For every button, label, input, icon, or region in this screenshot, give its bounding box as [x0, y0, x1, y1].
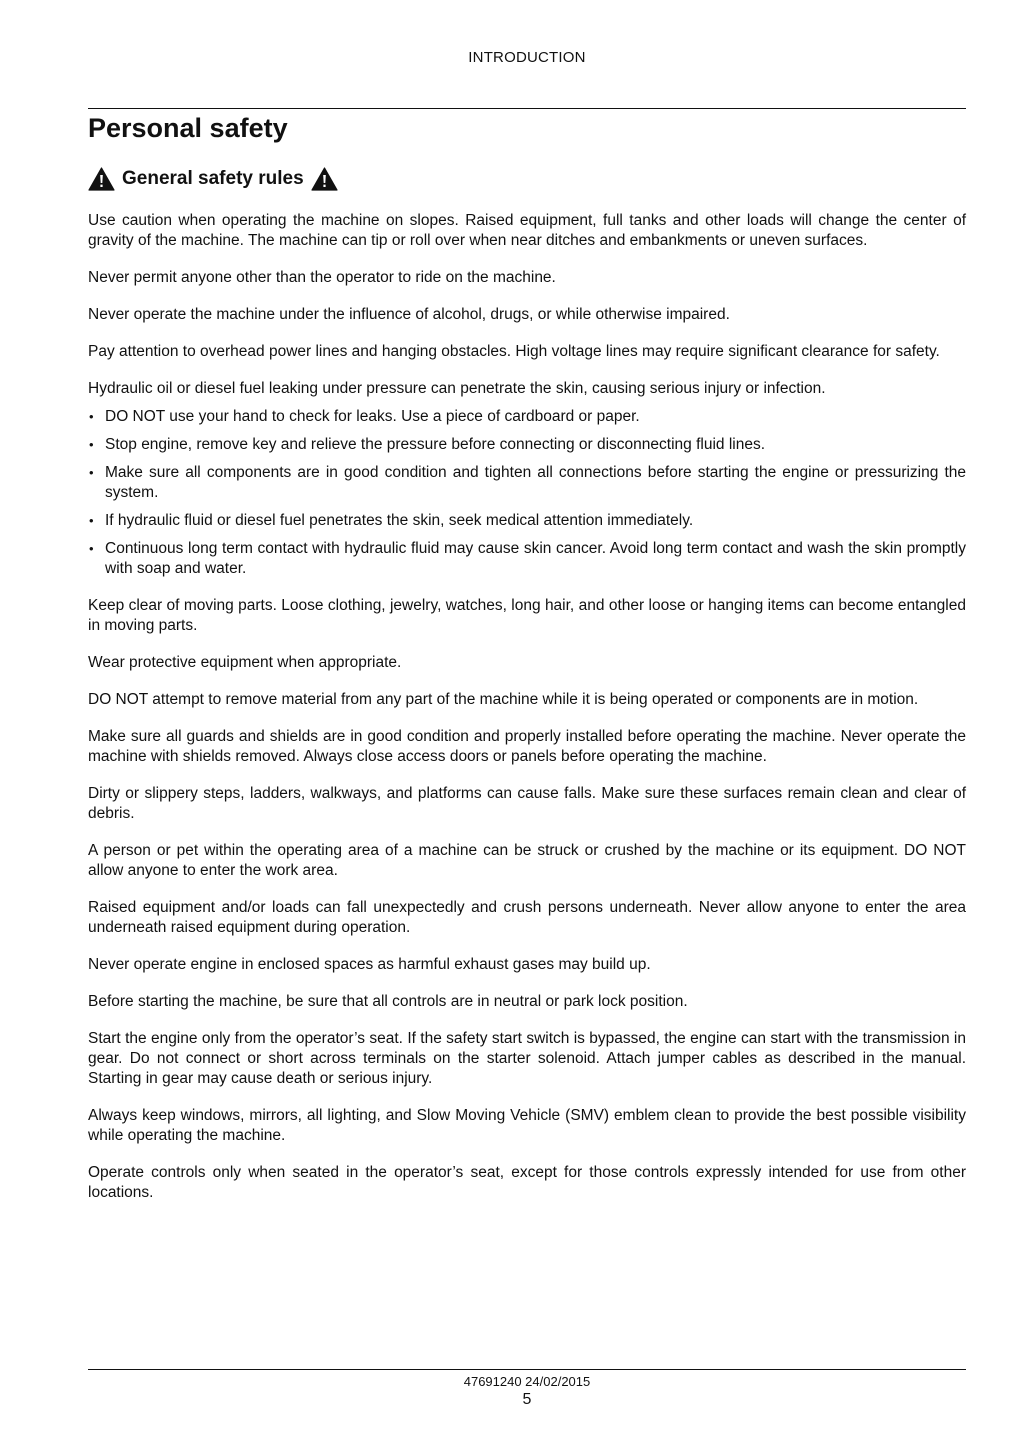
list-intro-paragraph: Hydraulic oil or diesel fuel leaking under pressure can penetrate the skin, causing serious injury or infection. [88, 380, 826, 397]
running-header: INTRODUCTION [468, 49, 586, 66]
warning-icon [88, 167, 115, 191]
footer-rule [88, 1369, 966, 1370]
body-paragraph: Never permit anyone other than the operator to ride on the machine. [88, 269, 556, 286]
subtitle-text: General safety rules [122, 168, 304, 189]
body-paragraph: Dirty or slippery steps, ladders, walkways, and platforms can cause falls. Make sure these surfaces remain clean and clear of debris. [88, 785, 966, 822]
list-item: • Stop engine, remove key and relieve the pressure before connecting or disconnecting fluid lines. [88, 435, 966, 455]
header-rule [88, 108, 966, 109]
body-paragraph: Keep clear of moving parts. Loose clothing, jewelry, watches, long hair, and other loose or hanging items can become entangled in moving parts. [88, 597, 966, 634]
page-number: 5 [522, 1391, 532, 1408]
warning-icon [311, 167, 338, 191]
list-item: • Continuous long term contact with hydraulic fluid may cause skin cancer. Avoid long term contact and wash the skin promptly with soap and water. [88, 539, 966, 579]
body-paragraph: Never operate engine in enclosed spaces as harmful exhaust gases may build up. [88, 956, 651, 973]
body-paragraph: Use caution when operating the machine on slopes. Raised equipment, full tanks and other loads will change the center of gravity of the machine. The machine can tip or roll over when near ditches and embankments or uneven surfaces. [88, 212, 966, 249]
body-paragraph: Never operate the machine under the influence of alcohol, drugs, or while otherwise impaired. [88, 306, 730, 323]
list-item: • If hydraulic fluid or diesel fuel penetrates the skin, seek medical attention immediately. [88, 511, 966, 531]
body-paragraph: Pay attention to overhead power lines and hanging obstacles. High voltage lines may require significant clearance for safety. [88, 343, 940, 360]
body-paragraph: Always keep windows, mirrors, all lighting, and Slow Moving Vehicle (SMV) emblem clean to provide the best possible visibility while operating the machine. [88, 1107, 966, 1144]
body-paragraph: Make sure all guards and shields are in good condition and properly installed before operating the machine. Never operate the machine with shields removed. Always close access doors or panels before operating the machine. [88, 728, 966, 765]
body-paragraph: Start the engine only from the operator’s seat. If the safety start switch is bypassed, the engine can start with the transmission in gear. Do not connect or short across terminals on the starter solenoid. Attach jumper cables as described in the manual. Starting in gear may cause death or serious injury. [88, 1030, 966, 1087]
body-paragraph: A person or pet within the operating area of a machine can be struck or crushed by the machine or its equipment. DO NOT allow anyone to enter the work area. [88, 842, 966, 879]
section-subtitle [88, 167, 338, 191]
body-paragraph: Before starting the machine, be sure that all controls are in neutral or park lock position. [88, 993, 688, 1010]
body-paragraph: Operate controls only when seated in the operator’s seat, except for those controls expressly intended for use from other locations. [88, 1164, 966, 1201]
body-paragraph: Wear protective equipment when appropriate. [88, 654, 402, 671]
document-id: 47691240 24/02/2015 [463, 1374, 591, 1389]
body-paragraph: Raised equipment and/or loads can fall unexpectedly and crush persons underneath. Never allow anyone to enter the area underneath raised equipment during operation. [88, 899, 966, 936]
list-item: • Make sure all components are in good condition and tighten all connections before starting the engine or pressurizing the system. [88, 463, 966, 503]
list-item: • DO NOT use your hand to check for leaks. Use a piece of cardboard or paper. [88, 407, 966, 427]
body-paragraph: DO NOT attempt to remove material from any part of the machine while it is being operated or components are in motion. [88, 691, 919, 708]
hydraulic-safety-list [88, 407, 966, 579]
body-content [88, 211, 966, 1220]
page-title: Personal safety [88, 113, 288, 143]
